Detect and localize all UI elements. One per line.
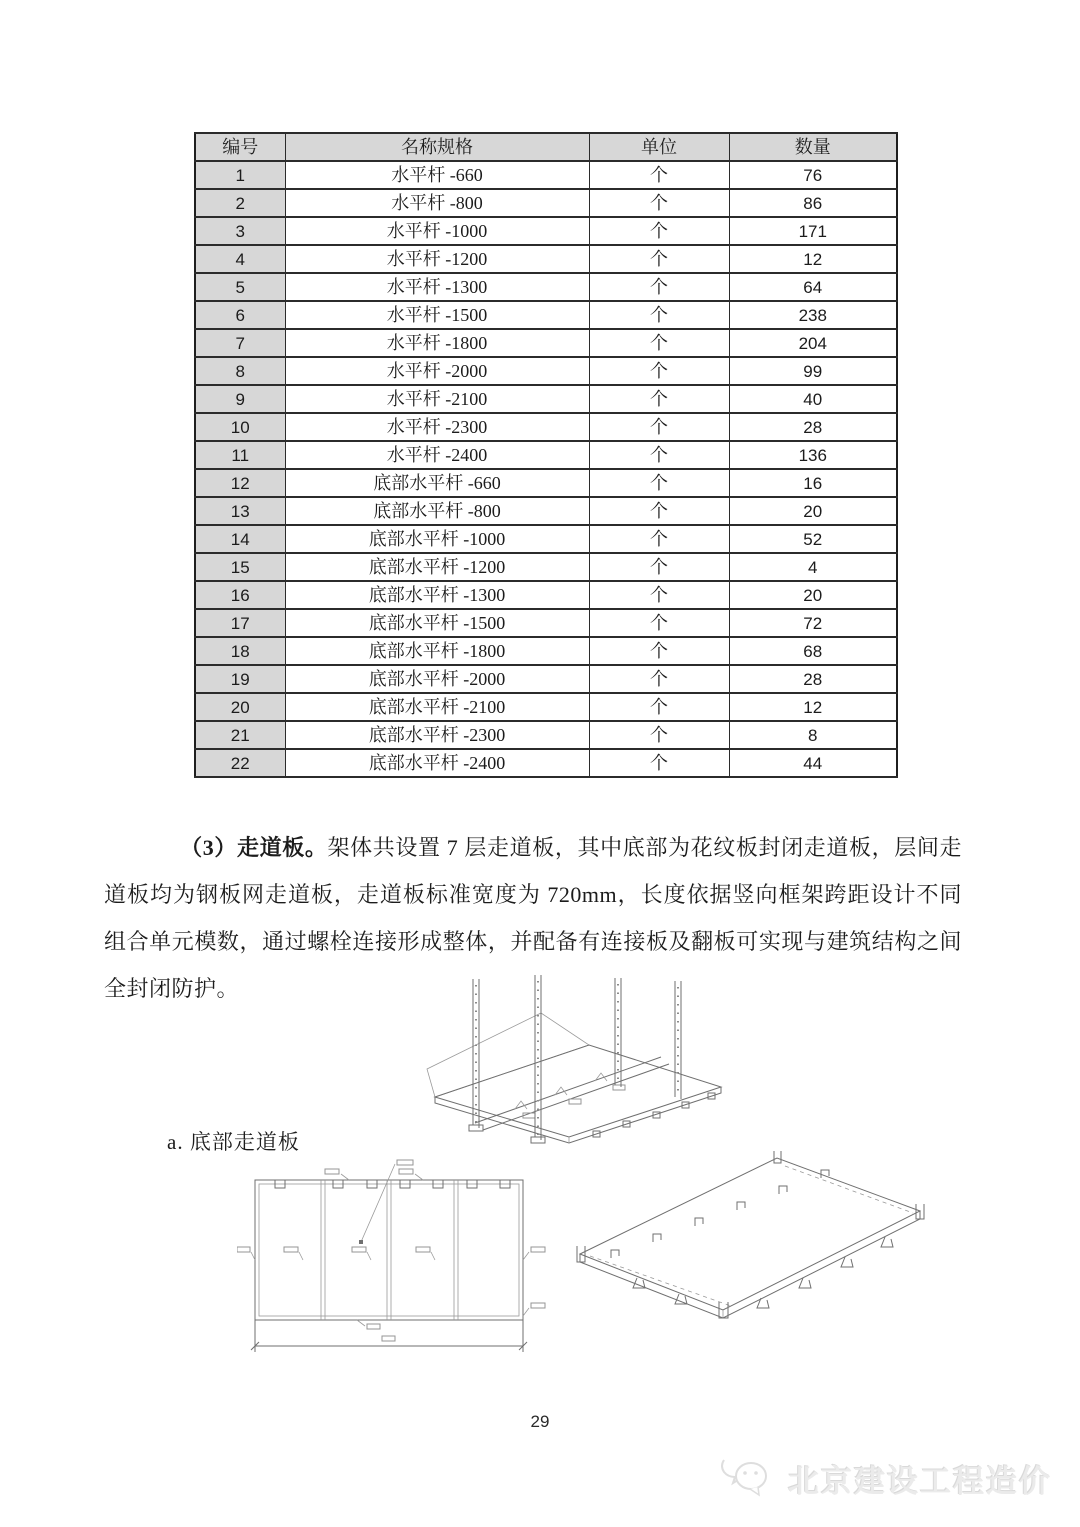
table-row xyxy=(195,385,897,413)
table-row xyxy=(195,637,897,665)
cell-qty: 12 xyxy=(729,693,897,721)
cell-id: 20 xyxy=(195,693,285,721)
cell-id: 2 xyxy=(195,189,285,217)
cell-qty: 20 xyxy=(729,497,897,525)
cell-qty: 16 xyxy=(729,469,897,497)
cell-spec: 水平杆 -2000 xyxy=(285,357,589,385)
cell-spec: 水平杆 -1000 xyxy=(285,217,589,245)
cell-unit: 个 xyxy=(589,329,729,357)
cell-spec: 底部水平杆 -800 xyxy=(285,497,589,525)
cell-unit: 个 xyxy=(589,189,729,217)
paragraph-body: 架体共设置 7 层走道板，其中底部为花纹板封闭走道板，层间走道板均为钢板网走道板，走道板标准宽度为 720mm，长度依据竖向框架跨距设计不同组合单元模数，通过螺栓连接形成整体，并配备有连接板及翻板可实现与建筑结构之间全封闭防护。 xyxy=(104,835,962,1001)
header-cell-id: 编号 xyxy=(195,133,285,161)
cell-unit: 个 xyxy=(589,469,729,497)
table-row xyxy=(195,581,897,609)
cell-unit: 个 xyxy=(589,161,729,189)
cell-qty: 4 xyxy=(729,553,897,581)
cell-id: 9 xyxy=(195,385,285,413)
table-row xyxy=(195,245,897,273)
cell-id: 1 xyxy=(195,161,285,189)
figure-scaffold-isometric xyxy=(423,973,735,1145)
cell-id: 4 xyxy=(195,245,285,273)
cell-spec: 水平杆 -660 xyxy=(285,161,589,189)
cell-id: 12 xyxy=(195,469,285,497)
cell-qty: 64 xyxy=(729,273,897,301)
cell-id: 19 xyxy=(195,665,285,693)
table-header-row xyxy=(195,133,897,161)
cell-unit: 个 xyxy=(589,721,729,749)
cell-spec: 底部水平杆 -2100 xyxy=(285,693,589,721)
table-row xyxy=(195,665,897,693)
table-row xyxy=(195,301,897,329)
cell-id: 5 xyxy=(195,273,285,301)
cell-unit: 个 xyxy=(589,413,729,441)
cell-unit: 个 xyxy=(589,497,729,525)
cell-spec: 底部水平杆 -1000 xyxy=(285,525,589,553)
figure-walkway-panel-isometric xyxy=(545,1146,947,1346)
cell-spec: 底部水平杆 -1500 xyxy=(285,609,589,637)
cell-id: 22 xyxy=(195,749,285,777)
cell-id: 21 xyxy=(195,721,285,749)
cell-unit: 个 xyxy=(589,301,729,329)
cell-qty: 72 xyxy=(729,609,897,637)
table-row xyxy=(195,609,897,637)
table-row xyxy=(195,413,897,441)
cell-spec: 底部水平杆 -2400 xyxy=(285,749,589,777)
cell-id: 3 xyxy=(195,217,285,245)
cell-unit: 个 xyxy=(589,665,729,693)
cell-unit: 个 xyxy=(589,553,729,581)
cell-id: 16 xyxy=(195,581,285,609)
cell-spec: 底部水平杆 -1200 xyxy=(285,553,589,581)
cell-qty: 28 xyxy=(729,413,897,441)
table-row xyxy=(195,357,897,385)
figure-walkway-plan-view xyxy=(237,1156,549,1364)
watermark-text: 北京建设工程造价 xyxy=(788,1464,1052,1499)
cell-spec: 水平杆 -2400 xyxy=(285,441,589,469)
cell-unit: 个 xyxy=(589,693,729,721)
wechat-icon xyxy=(718,1452,780,1505)
cell-qty: 204 xyxy=(729,329,897,357)
cell-qty: 238 xyxy=(729,301,897,329)
page-number: 29 xyxy=(530,1412,550,1431)
cell-id: 14 xyxy=(195,525,285,553)
cell-id: 10 xyxy=(195,413,285,441)
header-cell-spec: 名称规格 xyxy=(285,133,589,161)
cell-spec: 水平杆 -1800 xyxy=(285,329,589,357)
paragraph-lead: （3）走道板。 xyxy=(180,835,328,860)
table-row xyxy=(195,553,897,581)
header-cell-unit: 单位 xyxy=(589,133,729,161)
cell-qty: 86 xyxy=(729,189,897,217)
cell-qty: 12 xyxy=(729,245,897,273)
cell-qty: 28 xyxy=(729,665,897,693)
table-row xyxy=(195,329,897,357)
cell-spec: 水平杆 -2100 xyxy=(285,385,589,413)
cell-id: 7 xyxy=(195,329,285,357)
cell-id: 15 xyxy=(195,553,285,581)
cell-spec: 底部水平杆 -660 xyxy=(285,469,589,497)
table-row xyxy=(195,693,897,721)
cell-qty: 99 xyxy=(729,357,897,385)
cell-spec: 水平杆 -1300 xyxy=(285,273,589,301)
cell-id: 18 xyxy=(195,637,285,665)
cell-qty: 76 xyxy=(729,161,897,189)
cell-unit: 个 xyxy=(589,217,729,245)
cell-id: 11 xyxy=(195,441,285,469)
table-row xyxy=(195,749,897,777)
cell-unit: 个 xyxy=(589,637,729,665)
cell-unit: 个 xyxy=(589,245,729,273)
cell-unit: 个 xyxy=(589,357,729,385)
header-cell-qty: 数量 xyxy=(729,133,897,161)
cell-qty: 44 xyxy=(729,749,897,777)
table-row xyxy=(195,161,897,189)
cell-spec: 水平杆 -1500 xyxy=(285,301,589,329)
cell-unit: 个 xyxy=(589,749,729,777)
table-row xyxy=(195,497,897,525)
caption-bottom-walkway: a. 底部走道板 xyxy=(167,1130,300,1154)
cell-qty: 136 xyxy=(729,441,897,469)
watermark xyxy=(718,1452,1052,1505)
cell-id: 8 xyxy=(195,357,285,385)
cell-spec: 底部水平杆 -1300 xyxy=(285,581,589,609)
cell-unit: 个 xyxy=(589,609,729,637)
table-row xyxy=(195,721,897,749)
cell-unit: 个 xyxy=(589,385,729,413)
cell-spec: 水平杆 -800 xyxy=(285,189,589,217)
table-row xyxy=(195,441,897,469)
cell-spec: 水平杆 -1200 xyxy=(285,245,589,273)
cell-id: 17 xyxy=(195,609,285,637)
cell-spec: 底部水平杆 -2300 xyxy=(285,721,589,749)
cell-id: 6 xyxy=(195,301,285,329)
cell-unit: 个 xyxy=(589,525,729,553)
cell-id: 13 xyxy=(195,497,285,525)
cell-qty: 40 xyxy=(729,385,897,413)
table-row xyxy=(195,217,897,245)
parts-table xyxy=(194,132,898,778)
cell-spec: 水平杆 -2300 xyxy=(285,413,589,441)
cell-qty: 171 xyxy=(729,217,897,245)
cell-spec: 底部水平杆 -1800 xyxy=(285,637,589,665)
cell-qty: 8 xyxy=(729,721,897,749)
table-row xyxy=(195,525,897,553)
cell-qty: 52 xyxy=(729,525,897,553)
cell-unit: 个 xyxy=(589,581,729,609)
table-row xyxy=(195,273,897,301)
table-row xyxy=(195,189,897,217)
table-row xyxy=(195,469,897,497)
cell-unit: 个 xyxy=(589,441,729,469)
cell-qty: 68 xyxy=(729,637,897,665)
cell-qty: 20 xyxy=(729,581,897,609)
cell-spec: 底部水平杆 -2000 xyxy=(285,665,589,693)
cell-unit: 个 xyxy=(589,273,729,301)
